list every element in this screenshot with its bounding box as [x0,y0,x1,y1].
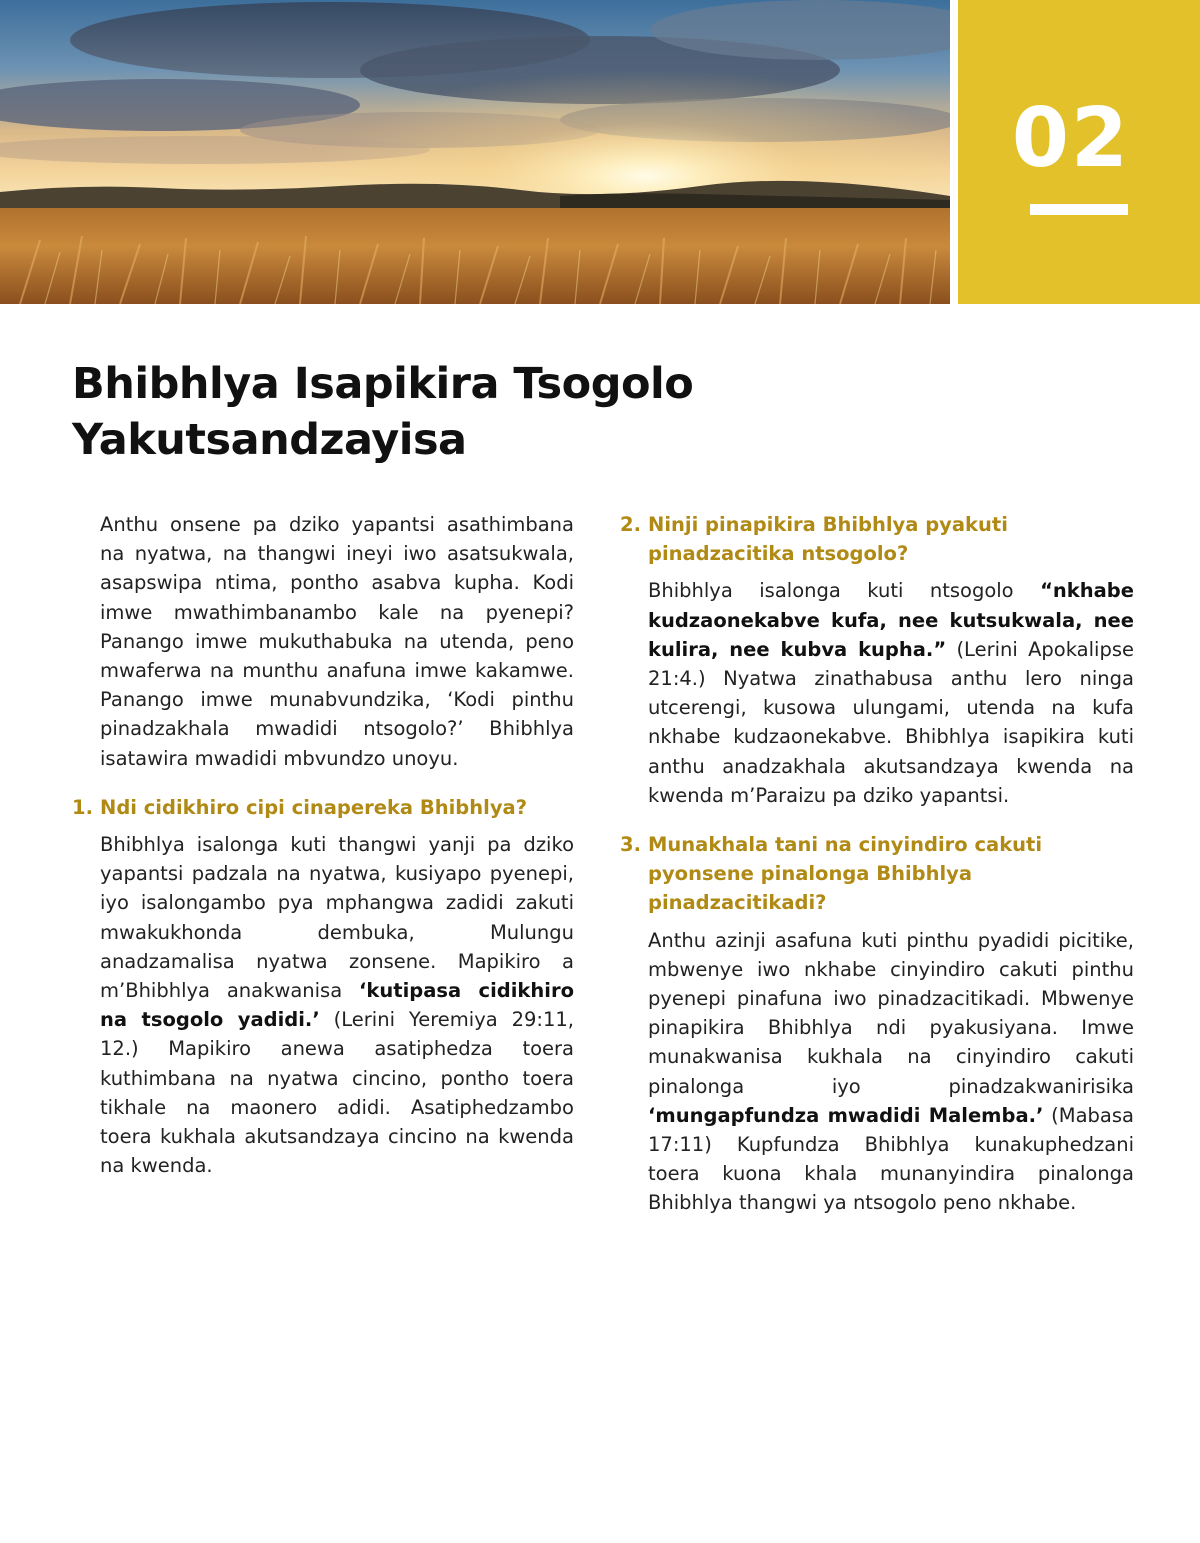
answer-bold-quote: “nkhabe kudzaonekabve kufa, nee kutsukwala, nee kulira, nee kubva kupha.” [648,579,1134,661]
hero-image [0,0,950,304]
lesson-number-tab [958,0,1200,304]
question-number: 1. [72,795,93,819]
question-3-heading [620,830,1134,918]
page-title-line1: Bhibhlya Isapikira Tsogolo [72,359,694,409]
answer-text: (Mabasa 17:11) Kupfundza Bhibhlya kunakuphedzani toera kuona khala munanyindira pinalonga Bhibhlya thangwi ya ntsogolo peno nkhabe. [648,1103,1134,1215]
answer-text: (Lerini Yeremiya 29:11, 12.) Mapikiro anewa asatiphedza toera kuthimbana na nyatwa cincino, pontho toera tikhale na maonero adidi. Asatiphedzambo toera kukhala akutsandzaya cincino na kwenda na kwenda. [100,1008,574,1178]
answer-text: Anthu azinji asafuna kuti pinthu pyadidi picitike, mbwenye iwo nkhabe cinyindiro cakuti pinthu pyenepi pinafuna iwo pinadzacitikadi. Mbwenye pinapikira Bhibhlya ndi pyakusiyana. Imwe munakwanisa kukhala na cinyindiro cakuti pinalonga iyo pinadzakwanirisika [648,928,1134,1098]
question-number: 2. [620,513,641,536]
question-1-answer [100,830,574,1180]
question-text: Munakhala tani na cinyindiro cakuti pyonsene pinalonga Bhibhlya pinadzacitikadi? [648,833,1043,915]
question-3-answer [648,926,1134,1218]
question-number: 3. [620,833,641,857]
question-1-heading [72,793,574,822]
lesson-number: 02 [1011,91,1130,186]
intro-paragraph: Anthu onsene pa dziko yapantsi asathimbana na nyatwa, na thangwi ineyi iwo asatsukwala, asapswipa ntima, pontho asabva kupha. Kodi imwe mwathimbanambo kale na pyenepi? Panango imwe mukuthabuka na utenda, peno mwaferwa na munthu anafuna imwe kakamwe. Panango imwe munabvundzika, ‘Kodi pinthu pinadzakhala mwadidi ntsogolo?’ Bhibhlya isatawira mwadidi mbvundzo unoyu. [100,513,574,770]
answer-text: Bhibhlya isalonga kuti thangwi yanji pa dziko yapantsi padzala na nyatwa, kusiyapo pyenepi, iyo isalongambo pya mphangwa zadidi zakuti mwakukhonda dembuka, Mulungu anadzamalisa nyatwa zonsene. Mapikiro a m’Bhibhlya anakwanisa [100,833,574,1003]
question-2-answer [648,576,1134,810]
left-column [72,510,574,1180]
answer-text: (Lerini Apokalipse 21:4.) Nyatwa zinathabusa anthu lero ninga utcerengi, kusowa ulungami, utenda na kufa nkhabe kudzaonekabve. Bhibhlya isapikira kuti anthu anadzakhala akutsandzaya kwenda na kwenda m’Paraizu pa dziko yapantsi. [648,637,1135,807]
answer-text: Bhibhlya isalonga kuti ntsogolo [648,579,1041,603]
page-title [72,356,872,468]
wheat-field-sunset-image [0,0,950,304]
page-title-line2: Yakutsandzayisa [72,415,467,465]
answer-bold-quote: ‘kutipasa cidikhiro na tsogolo yadidi.’ [100,979,574,1032]
question-2-heading [620,510,1134,568]
right-column [620,510,1134,1218]
question-text: Ninji pinapikira Bhibhlya pyakuti pinadzacitika ntsogolo? [648,513,1008,566]
lesson-number-underline [1030,204,1128,215]
answer-bold-quote: ‘mungapfundza mwadidi Malemba.’ [648,1103,1044,1127]
question-text: Ndi cidikhiro cipi cinapereka Bhibhlya? [100,795,528,819]
